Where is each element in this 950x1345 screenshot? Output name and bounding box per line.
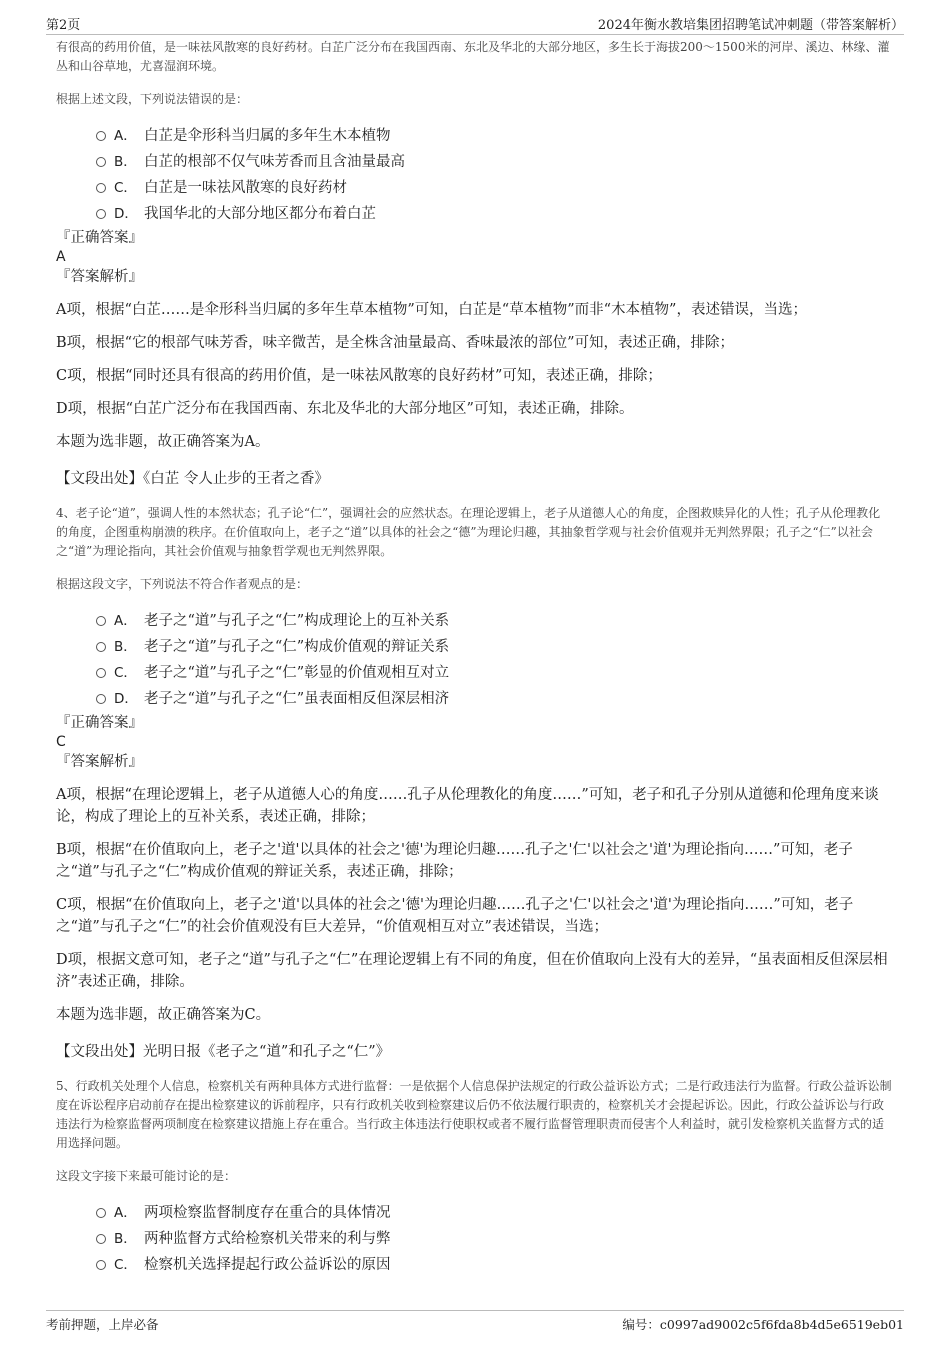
option-b[interactable]: B． 老子之“道”与孔子之“仁”构成价值观的辩证关系 — [96, 634, 892, 660]
radio-button-icon[interactable] — [96, 668, 106, 678]
page-number: 第2页 — [46, 18, 81, 33]
question-4-stem: 根据这段文字，下列说法不符合作者观点的是： — [56, 577, 309, 591]
page-header — [46, 14, 904, 35]
radio-button-icon[interactable] — [96, 1208, 106, 1218]
option-a[interactable]: A． 老子之“道”与孔子之“仁”构成理论上的互补关系 — [96, 608, 892, 634]
analysis-paragraph: C项，根据“在价值取向上，老子之'道'以具体的社会之'德'为理论归趣……孔子之'仁'以社会之'道'为理论指向……”可知，老子之“道”与孔子之“仁”的社会价值观没有巨大差异，“价值观相互对立”表述错误，当选； — [56, 897, 854, 935]
page-content — [56, 38, 892, 1278]
question-3 — [56, 38, 892, 490]
option-a[interactable]: A． 两项检察监督制度存在重合的具体情况 — [96, 1200, 892, 1226]
option-b[interactable]: B． 白芷的根部不仅气味芳香而且含油量最高 — [96, 149, 892, 175]
footer-slogan: 考前押题，上岸必备 — [46, 1317, 159, 1332]
passage-source: 【文段出处】光明日报《老子之“道”和孔子之“仁”》 — [56, 1044, 391, 1060]
question-4 — [56, 504, 892, 1063]
analysis-paragraph: A项，根据“白芷……是伞形科当归属的多年生草本植物”可知，白芷是“草本植物”而非“木本植物”，表述错误，当选； — [56, 302, 807, 318]
analysis-paragraph: A项，根据“在理论逻辑上，老子从道德人心的角度……孔子从伦理教化的角度……”可知，老子和孔子分别从道德和伦理角度来谈论，构成了理论上的互补关系，表述正确，排除； — [56, 787, 879, 825]
analysis-paragraph: B项，根据“在价值取向上，老子之'道'以具体的社会之'德'为理论归趣……孔子之'仁'以社会之'道'为理论指向……”可知，老子之“道”与孔子之“仁”构成价值观的辩证关系，表述正确，排除； — [56, 842, 853, 880]
correct-answer: A — [56, 249, 66, 265]
option-b[interactable]: B． 两种监督方式给检察机关带来的利与弊 — [96, 1226, 892, 1252]
question-4-options — [96, 608, 892, 712]
page-footer — [46, 1310, 904, 1332]
option-c[interactable]: C． 老子之“道”与孔子之“仁”彰显的价值观相互对立 — [96, 660, 892, 686]
radio-button-icon[interactable] — [96, 694, 106, 704]
analysis-paragraph: B项，根据“它的根部气味芳香，味辛微苦，是全株含油量最高、香味最浓的部位”可知，表述正确，排除； — [56, 335, 734, 351]
option-d[interactable]: D． 老子之“道”与孔子之“仁”虽表面相反但深层相济 — [96, 686, 892, 712]
passage-source: 【文段出处】《白芷 令人止步的王者之香》 — [56, 471, 329, 487]
analysis-heading: 『答案解析』 — [56, 269, 143, 285]
analysis-paragraph: D项，根据文意可知，老子之“道”与孔子之“仁”在理论逻辑上有不同的角度，但在价值取向上没有大的差异，“虽表面相反但深层相济”表述正确，排除。 — [56, 952, 888, 990]
radio-button-icon[interactable] — [96, 183, 106, 193]
option-d[interactable]: D． 我国华北的大部分地区都分布着白芷 — [96, 201, 892, 227]
correct-answer-heading: 『正确答案』 — [56, 230, 143, 246]
correct-answer-heading: 『正确答案』 — [56, 715, 143, 731]
analysis-paragraph: C项，根据“同时还具有很高的药用价值，是一味祛风散寒的良好药材”可知，表述正确，排除； — [56, 368, 662, 384]
correct-answer: C — [56, 734, 66, 750]
document-title: 2024年衡水教培集团招聘笔试冲刺题（带答案解析） — [597, 18, 904, 33]
option-a[interactable]: A． 白芷是伞形科当归属的多年生木本植物 — [96, 123, 892, 149]
question-5-options — [96, 1200, 892, 1278]
analysis-conclusion: 本题为选非题，故正确答案为A。 — [56, 434, 270, 450]
radio-button-icon[interactable] — [96, 642, 106, 652]
radio-button-icon[interactable] — [96, 131, 106, 141]
analysis-paragraph: D项，根据“白芷广泛分布在我国西南、东北及华北的大部分地区”可知，表述正确，排除。 — [56, 401, 634, 417]
question-3-stem: 根据上述文段，下列说法错误的是： — [56, 92, 249, 106]
question-3-options — [96, 123, 892, 227]
option-c[interactable]: C． 检察机关选择提起行政公益诉讼的原因 — [96, 1252, 892, 1278]
question-3-passage: 有很高的药用价值，是一味祛风散寒的良好药材。白芷广泛分布在我国西南、东北及华北的大部分地区，多生长于海拔200～1500米的河岸、溪边、林缘、灌丛和山谷草地，尤喜湿润环境。 — [56, 40, 890, 73]
analysis-heading: 『答案解析』 — [56, 754, 143, 770]
radio-button-icon[interactable] — [96, 1260, 106, 1270]
analysis-conclusion: 本题为选非题，故正确答案为C。 — [56, 1007, 271, 1023]
radio-button-icon[interactable] — [96, 157, 106, 167]
question-4-passage: 4、老子论“道”，强调人性的本然状态；孔子论“仁”，强调社会的应然状态。在理论逻辑上，老子从道德人心的角度，企图救赎异化的人性；孔子从伦理教化的角度，企图重构崩溃的秩序。在价值取向上，老子之“道”以具体的社会之“德”为理论归趣，其抽象哲学观与社会价值观并无判然界限；孔子之“仁”以社会之“道”为理论指向，其社会价值观与抽象哲学观也无判然界限。 — [56, 506, 881, 558]
option-c[interactable]: C． 白芷是一味祛风散寒的良好药材 — [96, 175, 892, 201]
document-id: 编号：c0997ad9002c5f6fda8b4d5e6519eb01 — [622, 1317, 904, 1332]
radio-button-icon[interactable] — [96, 209, 106, 219]
question-5-passage: 5、行政机关处理个人信息，检察机关有两种具体方式进行监督：一是依据个人信息保护法规定的行政公益诉讼方式；二是行政违法行为监督。行政公益诉讼制度在诉讼程序启动前存在提出检察建议的诉前程序，只有行政机关收到检察建议后仍不依法履行职责的，检察机关才会提起诉讼。因此，行政公益诉讼与行政违法行为检察监督两项制度在检察建议措施上存在重合。当行政主体违法行使职权或者不履行监督管理职责而侵害个人利益时，就引发检察机关监督方式的适用选择问题。 — [56, 1079, 892, 1150]
radio-button-icon[interactable] — [96, 616, 106, 626]
question-5 — [56, 1077, 892, 1278]
question-5-stem: 这段文字接下来最可能讨论的是： — [56, 1169, 237, 1183]
radio-button-icon[interactable] — [96, 1234, 106, 1244]
